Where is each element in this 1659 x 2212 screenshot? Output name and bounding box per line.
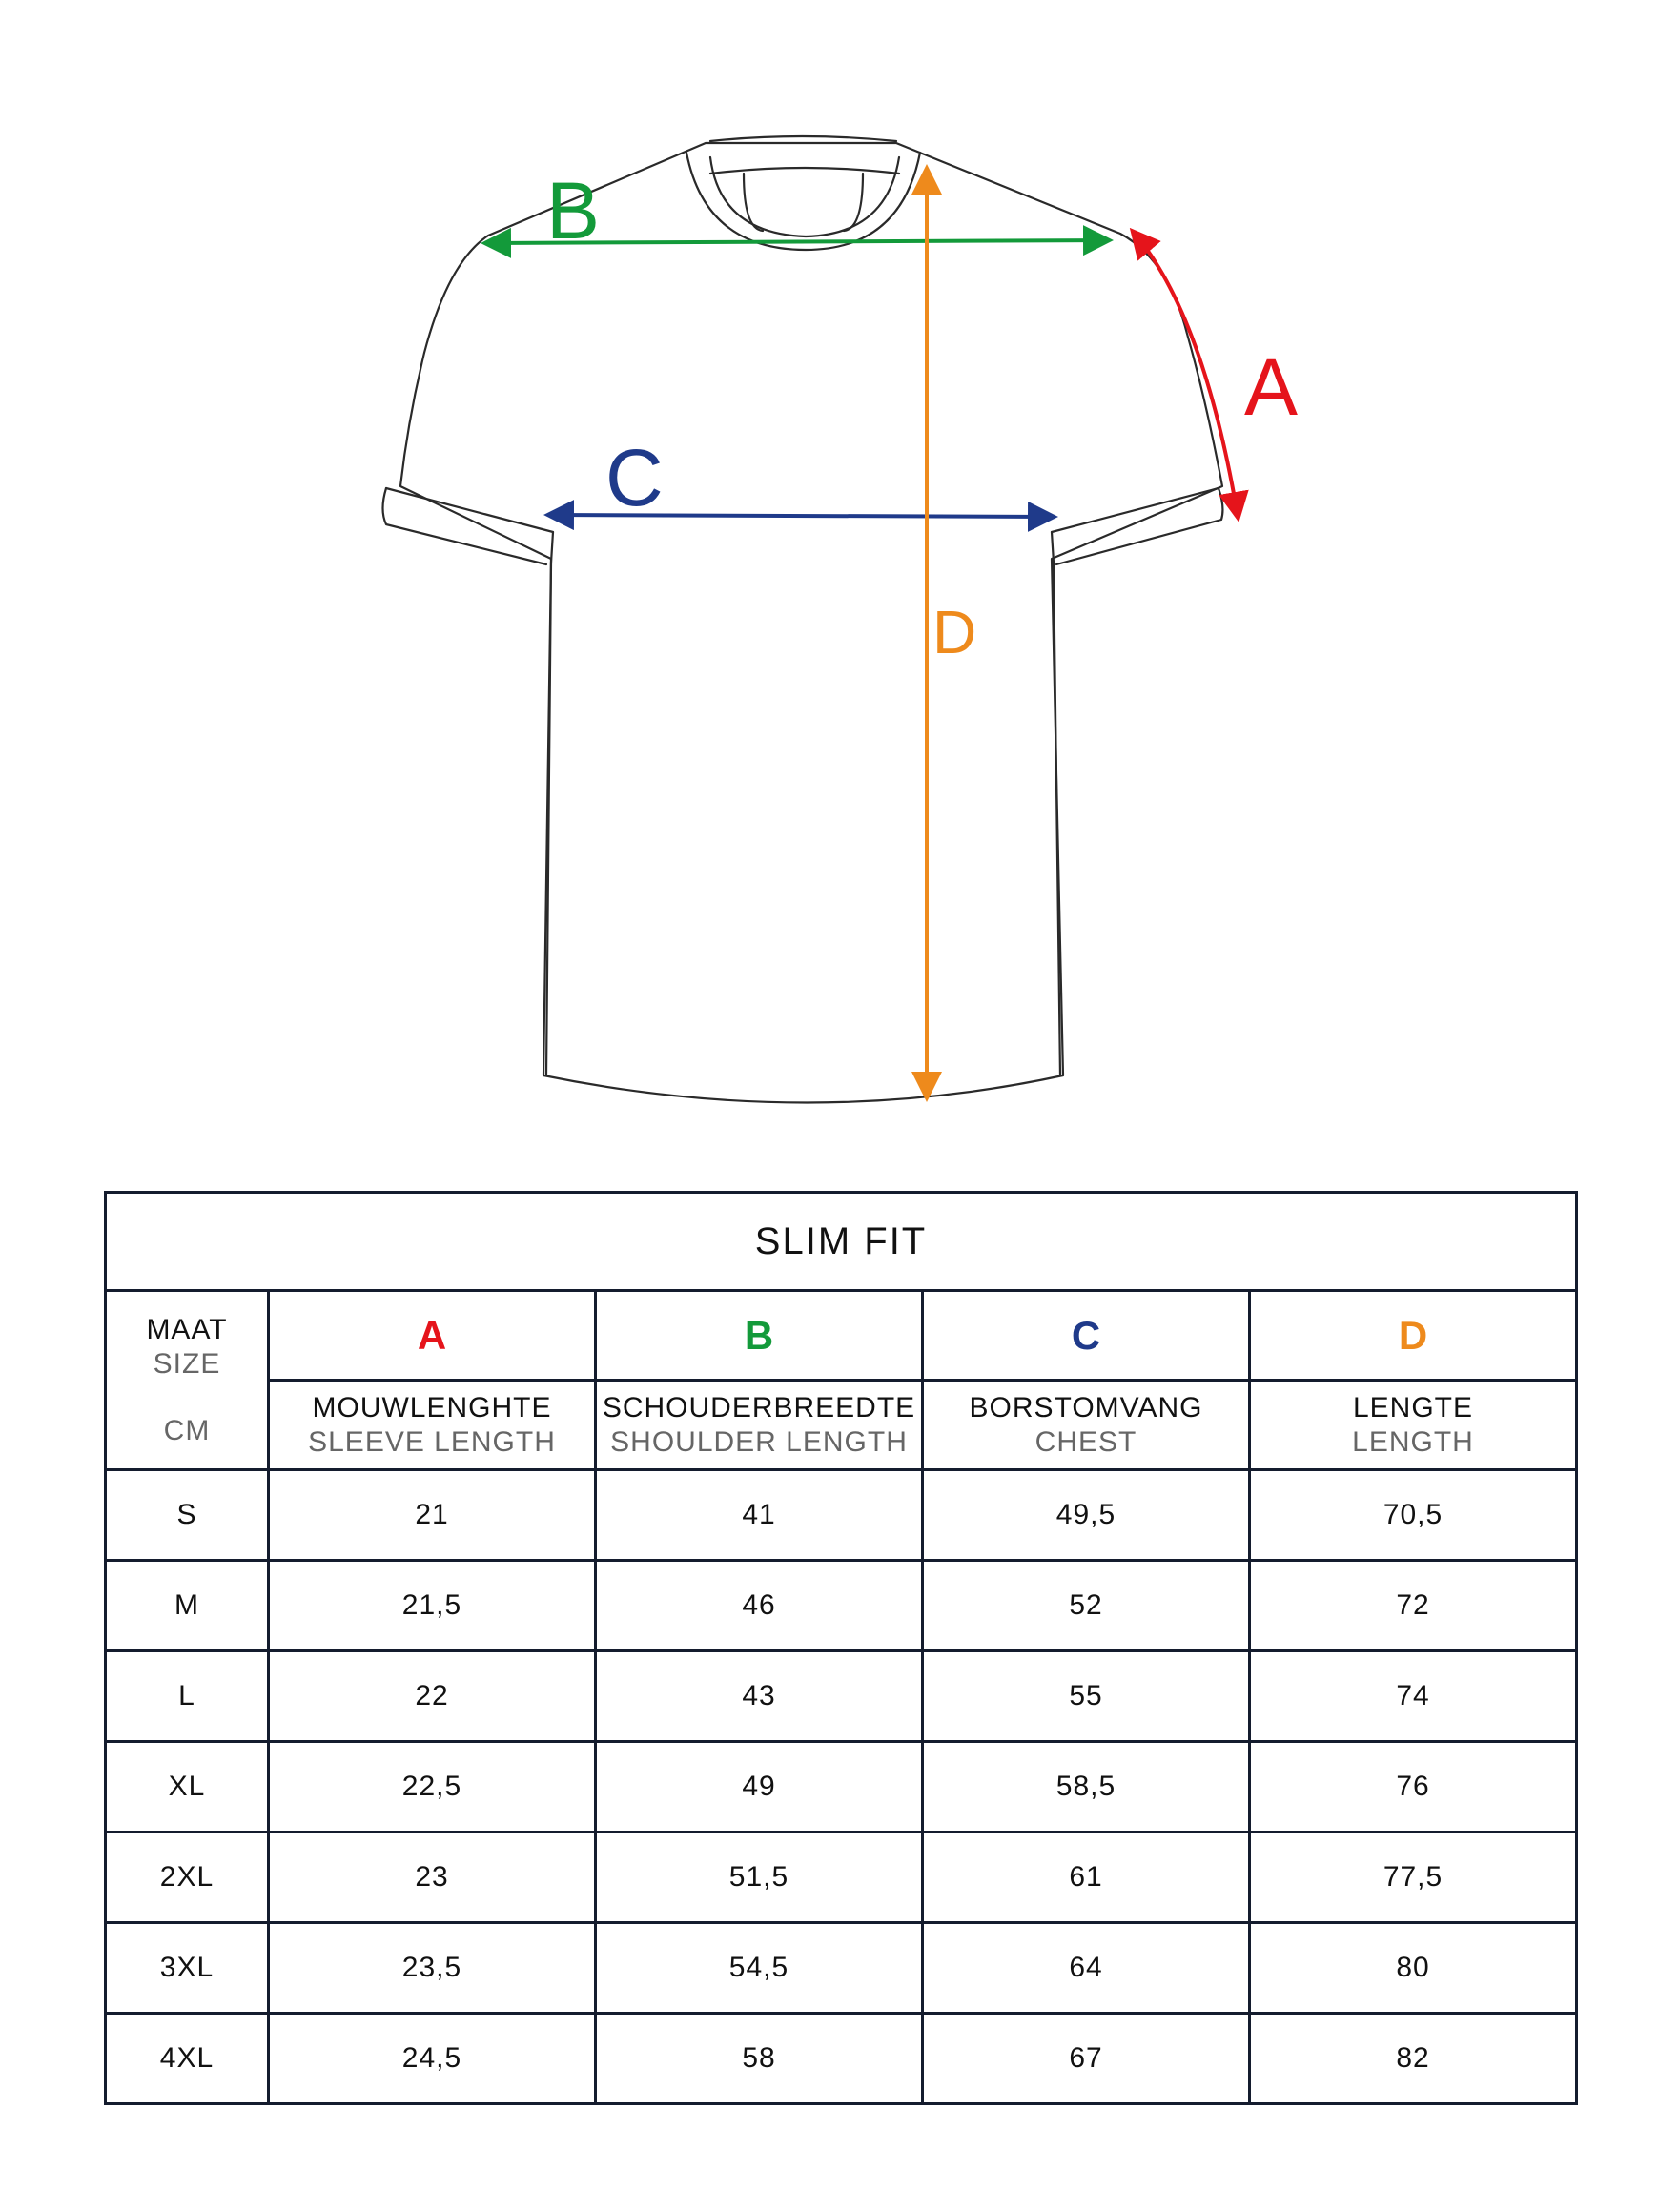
table-row [106,1742,1577,1833]
column-name-b-nl: SCHOUDERBREEDTE [602,1391,916,1423]
column-letter-a: A [269,1291,596,1381]
measure-a-label: A [1244,342,1299,432]
size-cell: 2XL [106,1833,269,1923]
table-row [106,1561,1577,1651]
value-cell-d: 77,5 [1250,1833,1577,1923]
column-name-b [596,1381,923,1470]
value-cell-b: 41 [596,1470,923,1561]
measure-c-label: C [605,433,664,522]
size-cell: 4XL [106,2014,269,2104]
size-header-unit: CM [163,1414,211,1446]
value-cell-a: 21 [269,1470,596,1561]
column-name-d-en: LENGTH [1352,1425,1474,1458]
value-cell-c: 67 [923,2014,1250,2104]
table-row [106,1651,1577,1742]
size-header-nl: MAAT [146,1313,228,1345]
value-cell-c: 58,5 [923,1742,1250,1833]
column-name-d [1250,1381,1577,1470]
value-cell-a: 23 [269,1833,596,1923]
value-cell-c: 49,5 [923,1470,1250,1561]
column-letter-c: C [923,1291,1250,1381]
column-name-c-en: CHEST [1034,1425,1137,1458]
measure-b-label: B [546,166,601,256]
tshirt-outline [383,136,1223,1103]
size-cell: M [106,1561,269,1651]
value-cell-d: 80 [1250,1923,1577,2014]
value-cell-a: 24,5 [269,2014,596,2104]
value-cell-c: 61 [923,1833,1250,1923]
value-cell-a: 22,5 [269,1742,596,1833]
value-cell-d: 74 [1250,1651,1577,1742]
value-cell-d: 70,5 [1250,1470,1577,1561]
size-cell: S [106,1470,269,1561]
column-letter-b: B [596,1291,923,1381]
value-cell-b: 46 [596,1561,923,1651]
table-row [106,1470,1577,1561]
value-cell-c: 64 [923,1923,1250,2014]
column-name-a-en: SLEEVE LENGTH [308,1425,556,1458]
value-cell-a: 23,5 [269,1923,596,2014]
column-name-b-en: SHOULDER LENGTH [610,1425,908,1458]
table-row [106,2014,1577,2104]
value-cell-c: 55 [923,1651,1250,1742]
value-cell-b: 49 [596,1742,923,1833]
column-letter-d: D [1250,1291,1577,1381]
size-cell: 3XL [106,1923,269,2014]
measure-a-arrow [1135,234,1238,515]
column-name-c [923,1381,1250,1470]
size-header-en: SIZE [153,1347,221,1380]
value-cell-b: 51,5 [596,1833,923,1923]
column-name-c-nl: BORSTOMVANG [969,1391,1203,1423]
value-cell-b: 43 [596,1651,923,1742]
value-cell-d: 76 [1250,1742,1577,1833]
value-cell-d: 82 [1250,2014,1577,2104]
value-cell-a: 21,5 [269,1561,596,1651]
table-title: SLIM FIT [106,1193,1577,1291]
value-cell-b: 54,5 [596,1923,923,2014]
size-cell: L [106,1651,269,1742]
size-chart-table [104,1191,1578,2105]
table-row [106,1833,1577,1923]
column-name-a [269,1381,596,1470]
value-cell-b: 58 [596,2014,923,2104]
size-column-header [106,1291,269,1470]
value-cell-c: 52 [923,1561,1250,1651]
measure-d-label: D [932,598,977,666]
value-cell-a: 22 [269,1651,596,1742]
column-name-d-nl: LENGTE [1352,1391,1474,1423]
table-row [106,1923,1577,2014]
value-cell-d: 72 [1250,1561,1577,1651]
column-name-a-nl: MOUWLENGHTE [312,1391,552,1423]
size-cell: XL [106,1742,269,1833]
